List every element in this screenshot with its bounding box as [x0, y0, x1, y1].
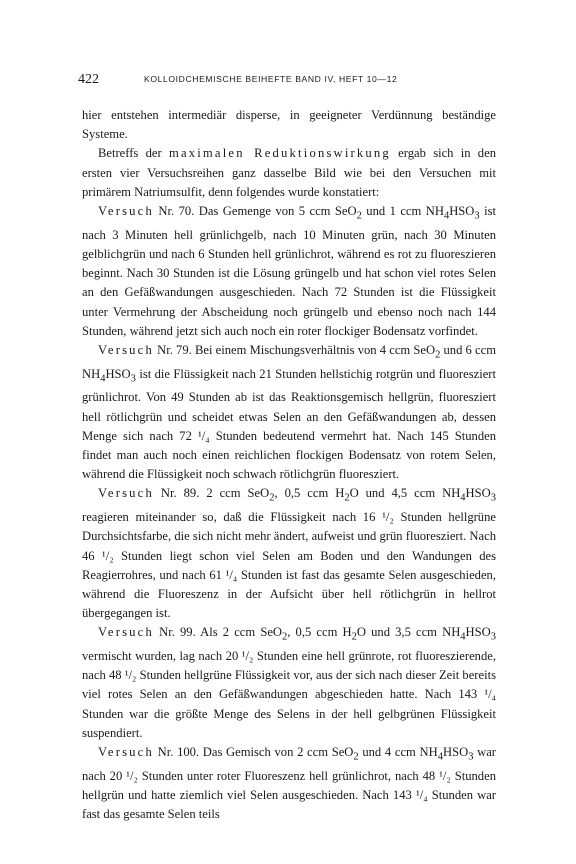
subscript: 4 — [437, 751, 443, 763]
subscript: 4 — [460, 492, 466, 504]
subscript: 4 — [460, 631, 466, 643]
body-text — [82, 106, 496, 824]
spaced-emphasis: Versuch — [98, 625, 154, 640]
text-run: HSO — [465, 486, 491, 501]
text-run: , 0,5 ccm H — [287, 625, 352, 640]
paragraph — [82, 743, 496, 824]
text-run: HSO — [105, 366, 131, 381]
text-run: O und 3,5 ccm NH — [356, 625, 461, 640]
text-run: HSO — [442, 745, 469, 760]
text-run: Nr. 79. Bei einem Mischungsverhältnis von 4 ccm SeO — [153, 342, 436, 357]
text-run: Nr. 100. Das Gemisch von 2 ccm SeO — [153, 745, 354, 760]
subscript: 2 — [282, 631, 288, 643]
subscript: 4 — [100, 373, 106, 385]
subscript: 4 — [443, 210, 450, 222]
subscript: 3 — [130, 373, 136, 385]
subscript: 3 — [474, 210, 480, 222]
paragraph — [82, 341, 496, 484]
subscript: 3 — [468, 751, 474, 763]
text-run: ist nach 3 Minuten hell grünlichgelb, nach 10 Minuten grün, nach 30 Minuten gelblichgrün und nach 6 Stunden hell grünlichrot, während es rot zu fluoreszieren beginnt. Nach 30 Stunden ist die Lösung grüngelb und hat schon viel rotes Selen an den Gefäßwandungen ausgeschieden. Nach 72 Stunden ist die Flüssigkeit unter Vermehrung der Abscheidung noch grüngelb und ebenso noch nach 144 Stunden, während jetzt sich auch noch ein roter flockiger Bodensatz vorfindet. — [82, 204, 496, 338]
subscript: 2 — [435, 349, 441, 361]
subscript: 3 — [490, 492, 496, 504]
text-run: reagieren miteinander so, daß die Flüssigkeit nach 16 ¹/₂ Stunden hellgrüne Durchsichtsfarbe, die sich nicht mehr ändert, aufweist und grün fluoresziert. Nach 46 ¹/₂ Stunden liegt schon viel Selen am Boden und den Wandungen des Reagierrohres, und nach 61 ¹/₄ Stunden ist fast das gesamte Selen ausgeschieden, während die Fluoreszenz in der Aufsicht über hell rötlichgrün in hellrot übergegangen ist. — [82, 510, 496, 621]
subscript: 2 — [344, 492, 350, 504]
paragraph — [82, 202, 496, 341]
spaced-emphasis: Versuch — [98, 745, 154, 760]
text-run: ist die Flüssigkeit nach 21 Stunden hellstichig rotgrün und fluoresziert grünlichrot. Von 49 Stunden ab ist das Reaktionsgemisch hellgrün, fluoresziert hell rötlichgrün und scheidet etwas Selen an den Gefäßwandungen ab, dessen Menge sich nach 72 ¹/₄ Stunden bedeutend vermehrt hat. Nach 145 Stunden findet man auch noch einen reichlichen flockigen Bodensatz von rotem Selen, während die Flüssigkeit noch schwach rötlichgrün fluoresziert. — [82, 366, 496, 482]
subscript: 2 — [351, 631, 357, 643]
subscript: 3 — [490, 631, 496, 643]
text-run: und 1 ccm NH — [361, 204, 444, 219]
subscript: 2 — [353, 751, 359, 763]
text-run: ergab sich in den ersten vier Versuchsreihen ganz dasselbe Bild wie bei den Versuchen mit primärem Natriumsulfit, denn folgendes wurde konstatiert: — [82, 146, 496, 199]
text-run: Betreffs der — [98, 146, 169, 161]
spaced-emphasis: Versuch — [98, 342, 154, 357]
spaced-emphasis: Versuch — [98, 204, 154, 219]
text-run: HSO — [465, 625, 491, 640]
text-run: hier entstehen intermediär disperse, in geeigneter Verdünnung beständige Systeme. — [82, 108, 496, 142]
text-run: Nr. 99. Als 2 ccm SeO — [153, 625, 283, 640]
text-run: war nach 20 ¹/₂ Stunden unter roter Fluoreszenz hell grünlichrot, nach 48 ¹/₂ Stunden hellgrün und hatte ziemlich viel Selen ausgeschieden. Nach 143 ¹/₄ Stunden war fast das gesamte Selen teils — [82, 745, 496, 822]
spaced-emphasis: maximalen Reduktionswirkung — [168, 146, 391, 161]
text-run: und 4 ccm NH — [358, 745, 438, 760]
page-header — [78, 72, 498, 92]
subscript: 2 — [269, 492, 275, 504]
subscript: 2 — [356, 210, 362, 222]
paragraph — [82, 623, 496, 743]
text-run: , 0,5 ccm H — [274, 486, 345, 501]
text-run: und 6 ccm NH — [82, 342, 496, 381]
page-number: 422 — [78, 72, 99, 87]
text-run: vermischt wurden, lag nach 20 ¹/₂ Stunden eine hell grünrote, rot fluoreszierende, nach 48 ¹/₂ Stunden hellgrüne Flüssigkeit vor, aus der sich nach dieser Zeit bereits viel rotes Selen an den Gefäßwandungen abgeschieden hatte. Nach 143 ¹/₄ Stunden war die größte Menge des Selens in der hell gelbgrünen Flüssigkeit suspendiert. — [82, 649, 496, 740]
spaced-emphasis: Versuch — [98, 486, 154, 501]
paragraph — [82, 144, 496, 202]
text-run: HSO — [449, 204, 475, 219]
text-run: Nr. 89. 2 ccm SeO — [153, 486, 270, 501]
paragraph — [82, 484, 496, 623]
running-head: KOLLOIDCHEMISCHE BEIHEFTE BAND IV, HEFT 10—12 — [144, 74, 398, 84]
paragraph — [82, 106, 496, 144]
text-run: Nr. 70. Das Gemenge von 5 ccm SeO — [153, 204, 357, 219]
text-run: O und 4,5 ccm NH — [349, 486, 461, 501]
